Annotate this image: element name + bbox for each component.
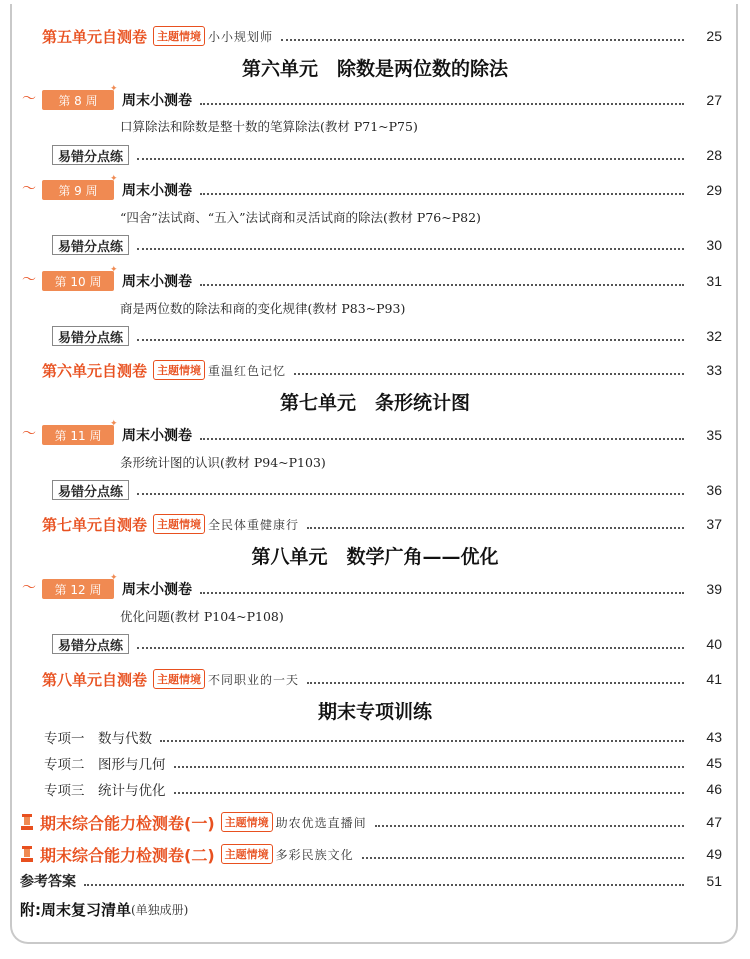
theme-tag: 主题情境 (153, 26, 205, 46)
dot-leader (174, 792, 685, 794)
page-number: 45 (706, 755, 722, 771)
page-number: 33 (706, 362, 722, 378)
theme-text: 小小规划师 (208, 29, 274, 44)
curl-icon: 〜 (22, 580, 36, 596)
theme-tag: 主题情境 (153, 360, 205, 380)
toc-entry-unit5-test[interactable] (0, 24, 750, 48)
page-number: 46 (706, 781, 722, 797)
special-label: 专项三 统计与优化 (44, 783, 166, 799)
theme-text: 多彩民族文化 (275, 847, 354, 862)
weekly-test-label: 周末小测卷 (122, 428, 192, 444)
toc-entry-week12-mistakes[interactable] (0, 632, 750, 656)
dot-leader (200, 103, 684, 105)
page-number: 32 (706, 328, 722, 344)
toc-entry-final-test-2[interactable] (0, 842, 750, 866)
page-number: 39 (706, 581, 722, 597)
toc-entry-special-1[interactable] (0, 725, 750, 749)
theme-tag: 主题情境 (221, 812, 273, 832)
page-number: 27 (706, 92, 722, 108)
week11-description: 条形统计图的认识(教材 P94~P103) (120, 455, 326, 470)
toc-entry-week11[interactable] (0, 423, 750, 447)
page-number: 37 (706, 516, 722, 532)
toc-entry-week10[interactable] (0, 269, 750, 293)
toc-entry-week9-mistakes[interactable] (0, 233, 750, 257)
page-number: 25 (706, 28, 722, 44)
dot-leader (375, 825, 684, 827)
answers-label: 参考答案 (20, 874, 76, 890)
week-badge-9: 第 9 周 (42, 180, 114, 200)
dot-leader (362, 857, 684, 859)
weekly-test-label: 周末小测卷 (122, 582, 192, 598)
mistake-practice-label: 易错分点练 (52, 235, 129, 255)
final-test-title: 期末综合能力检测卷(二) (40, 845, 215, 865)
appendix-note: (单独成册) (131, 902, 189, 917)
week-badge-10: 第 10 周 (42, 271, 114, 291)
curl-icon: 〜 (22, 426, 36, 442)
special-label: 专项一 数与代数 (44, 731, 152, 747)
toc-entry-unit7-test[interactable] (0, 512, 750, 536)
dot-leader (200, 438, 684, 440)
dot-leader (200, 592, 684, 594)
toc-entry-answers[interactable] (0, 869, 750, 893)
curl-icon: 〜 (22, 272, 36, 288)
page-number: 43 (706, 729, 722, 745)
special-label: 专项二 图形与几何 (44, 757, 166, 773)
dot-leader (137, 339, 684, 341)
week-badge-12: 第 12 周 (42, 579, 114, 599)
toc-entry-final-test-1[interactable] (0, 810, 750, 834)
toc-entry-week10-mistakes[interactable] (0, 324, 750, 348)
theme-text: 重温红色记忆 (208, 363, 287, 378)
page-number: 47 (706, 814, 722, 830)
page-number: 49 (706, 846, 722, 862)
mistake-practice-label: 易错分点练 (52, 326, 129, 346)
theme-tag: 主题情境 (221, 844, 273, 864)
theme-text: 不同职业的一天 (208, 672, 300, 687)
appendix-label: 附:周末复习清单 (20, 900, 131, 919)
page-number: 35 (706, 427, 722, 443)
dot-leader (174, 766, 685, 768)
week-badge-8: 第 8 周 (42, 90, 114, 110)
week9-description: “四舍”法试商、“五入”法试商和灵活试商的除法(教材 P76~P82) (120, 210, 481, 225)
curl-icon: 〜 (22, 181, 36, 197)
weekly-test-label: 周末小测卷 (122, 183, 192, 199)
mistake-practice-label: 易错分点练 (52, 145, 129, 165)
unit6-heading: 第六单元 除数是两位数的除法 (241, 58, 508, 80)
star-icon: ✦ (110, 265, 118, 275)
dot-leader (307, 527, 684, 529)
week8-description: 口算除法和除数是整十数的笔算除法(教材 P71~P75) (120, 119, 418, 134)
unit8-heading: 第八单元 数学广角——优化 (251, 546, 499, 568)
toc-entry-week8-mistakes[interactable] (0, 143, 750, 167)
toc-entry-week12[interactable] (0, 577, 750, 601)
mistake-practice-label: 易错分点练 (52, 480, 129, 500)
page-number: 41 (706, 671, 722, 687)
weekly-test-label: 周末小测卷 (122, 274, 192, 290)
page-number: 51 (706, 873, 722, 889)
dot-leader (200, 284, 684, 286)
unit7-test-title: 第七单元自测卷 (42, 515, 148, 534)
dot-leader (137, 158, 684, 160)
dot-leader (160, 740, 684, 742)
unit5-test-title: 第五单元自测卷 (42, 27, 148, 46)
page-number: 29 (706, 182, 722, 198)
unit6-test-title: 第六单元自测卷 (42, 361, 148, 380)
dot-leader (307, 682, 684, 684)
toc-entry-week9[interactable] (0, 178, 750, 202)
toc-entry-week11-mistakes[interactable] (0, 478, 750, 502)
dot-leader (281, 39, 684, 41)
dot-leader (294, 373, 684, 375)
toc-entry-special-3[interactable] (0, 777, 750, 801)
dot-leader (84, 884, 684, 886)
toc-entry-unit6-test[interactable] (0, 358, 750, 382)
mistake-practice-label: 易错分点练 (52, 634, 129, 654)
star-icon: ✦ (110, 84, 118, 94)
page-number: 40 (706, 636, 722, 652)
page-number: 36 (706, 482, 722, 498)
weekly-test-label: 周末小测卷 (122, 93, 192, 109)
page-number: 30 (706, 237, 722, 253)
star-icon: ✦ (110, 174, 118, 184)
toc-entry-unit8-test[interactable] (0, 667, 750, 691)
page-number: 28 (706, 147, 722, 163)
theme-tag: 主题情境 (153, 514, 205, 534)
theme-tag: 主题情境 (153, 669, 205, 689)
week12-description: 优化问题(教材 P104~P108) (120, 609, 284, 624)
week10-description: 商是两位数的除法和商的变化规律(教材 P83~P93) (120, 301, 406, 316)
dot-leader (200, 193, 684, 195)
theme-text: 助农优选直播间 (275, 815, 367, 830)
toc-entry-week8[interactable] (0, 88, 750, 112)
unit7-heading: 第七单元 条形统计图 (279, 392, 470, 414)
week-badge-11: 第 11 周 (42, 425, 114, 445)
unit8-test-title: 第八单元自测卷 (42, 670, 148, 689)
dot-leader (137, 493, 684, 495)
dot-leader (137, 647, 684, 649)
dot-leader (137, 248, 684, 250)
star-icon: ✦ (110, 419, 118, 429)
page-number: 31 (706, 273, 722, 289)
toc-entry-special-2[interactable] (0, 751, 750, 775)
final-test-title: 期末综合能力检测卷(一) (40, 813, 215, 833)
theme-text: 全民体重健康行 (208, 517, 300, 532)
curl-icon: 〜 (22, 91, 36, 107)
toc-entry-appendix[interactable] (0, 897, 750, 921)
final-special-heading: 期末专项训练 (317, 701, 432, 723)
star-icon: ✦ (110, 573, 118, 583)
